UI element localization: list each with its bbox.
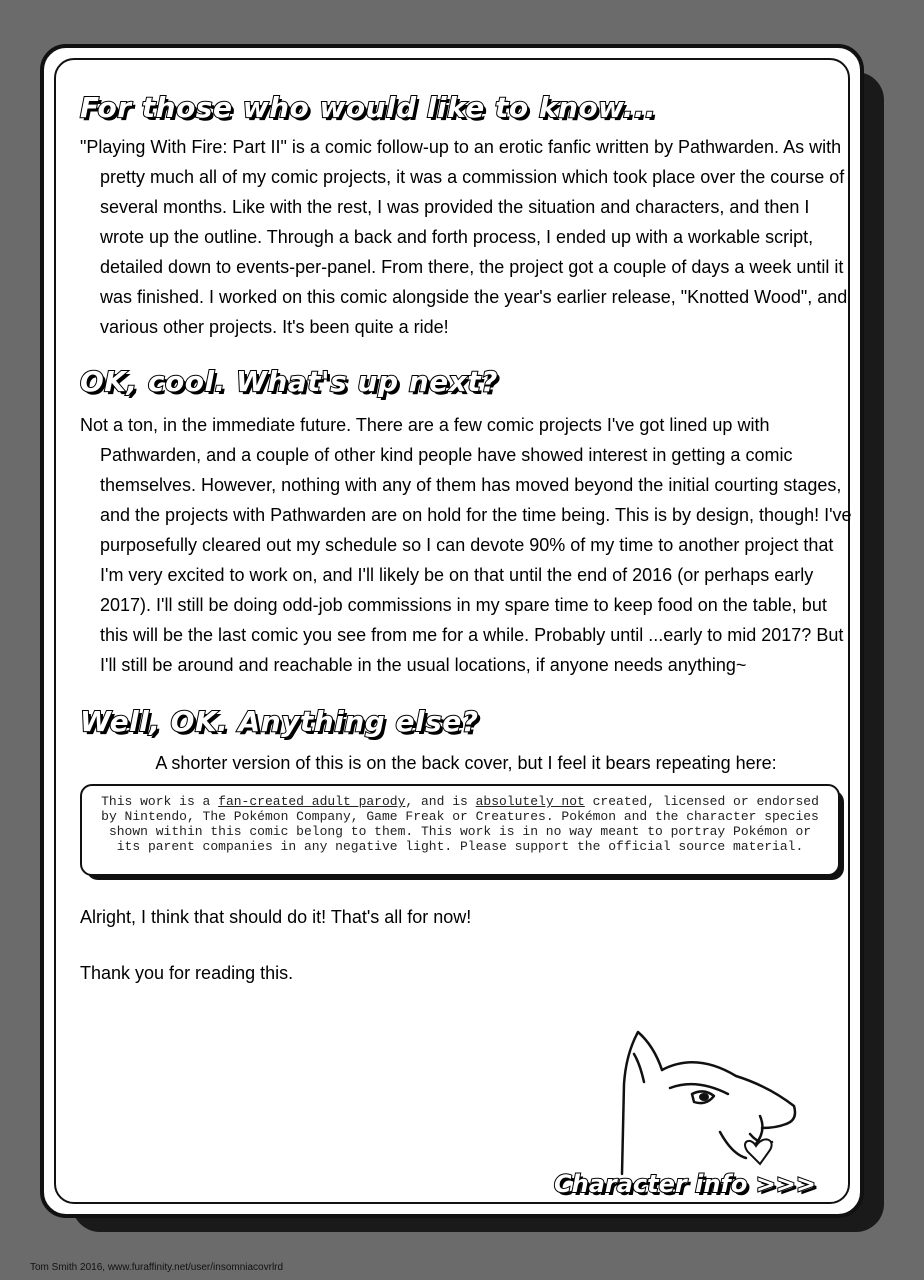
disclaimer-text [80,784,840,876]
credit-footer: Tom Smith 2016, www.furaffinity.net/user/insomniacovrlrd [30,1262,284,1273]
page-content [80,88,852,988]
disclaimer-underline-2: absolutely not [475,794,585,809]
heading-whats-next: OK, cool. What's up next? [80,365,498,398]
paragraph-about-comic: "Playing With Fire: Part II" is a comic follow-up to an erotic fanfic written by Pathwarden. As with pretty much all of my comic projects, it was a commission which took place over the course of several months. Like with the rest, I was provided the situation and characters, and then I wrote up the outline. Through a back and forth process, I ended up with a workable script, detailed down to events-per-panel. From there, the project got a couple of days a week until it was finished. I worked on this comic alongside the year's earlier release, "Knotted Wood", and various other projects. It's been quite a ride! [80,137,848,337]
disclaimer-part-1: This work is a [101,794,219,809]
disclaimer-part-2: , and is [405,794,476,809]
disclaimer-underline-1: fan-created adult parody [218,794,406,809]
heading-for-those: For those who would like to know... [80,91,657,124]
disclaimer-intro: A shorter version of this is on the back cover, but I feel it bears repeating here: [155,753,777,773]
paragraph-whats-next: Not a ton, in the immediate future. There are a few comic projects I've got lined up with Pathwarden, and a couple of other kind people have showed interest in getting a comic themselves. However, nothing with any of them has moved beyond the initial courting stages, and the projects with Pathwarden are on hold for the time being. This is by design, though! I've purposefully cleared out my schedule so I can devote 90% of my time to another project that I'm very excited to work on, and I'll likely be on that until the end of 2016 (or perhaps early 2017). I'll still be doing odd-job commissions in my spare time to keep food on the table, but this will be the last comic you see from me for a while. Probably until ...early to mid 2017? But I'll still be around and reachable in the usual locations, if anyone needs anything~ [80,415,852,675]
fox-sketch-illustration [600,1024,800,1184]
fox-eye [699,1093,709,1101]
closing-line: Alright, I think that should do it! That's all for now! [80,907,472,927]
character-info-link[interactable]: Character info >>> [554,1170,817,1198]
disclaimer-box [80,784,840,876]
heading-anything-else: Well, OK. Anything else? [80,705,479,738]
heart-icon [745,1139,772,1164]
thanks-line: Thank you for reading this. [80,963,294,983]
disclaimer-part-3: created, licensed or endorsed by Nintendo, The Pokémon Company, Game Freak or Creatures. Pokémon and the character species shown within this comic belong to them. This work is in no way meant to portray Pokémon or its parent companies in any negative light. Please support the official source material. [101,794,819,854]
